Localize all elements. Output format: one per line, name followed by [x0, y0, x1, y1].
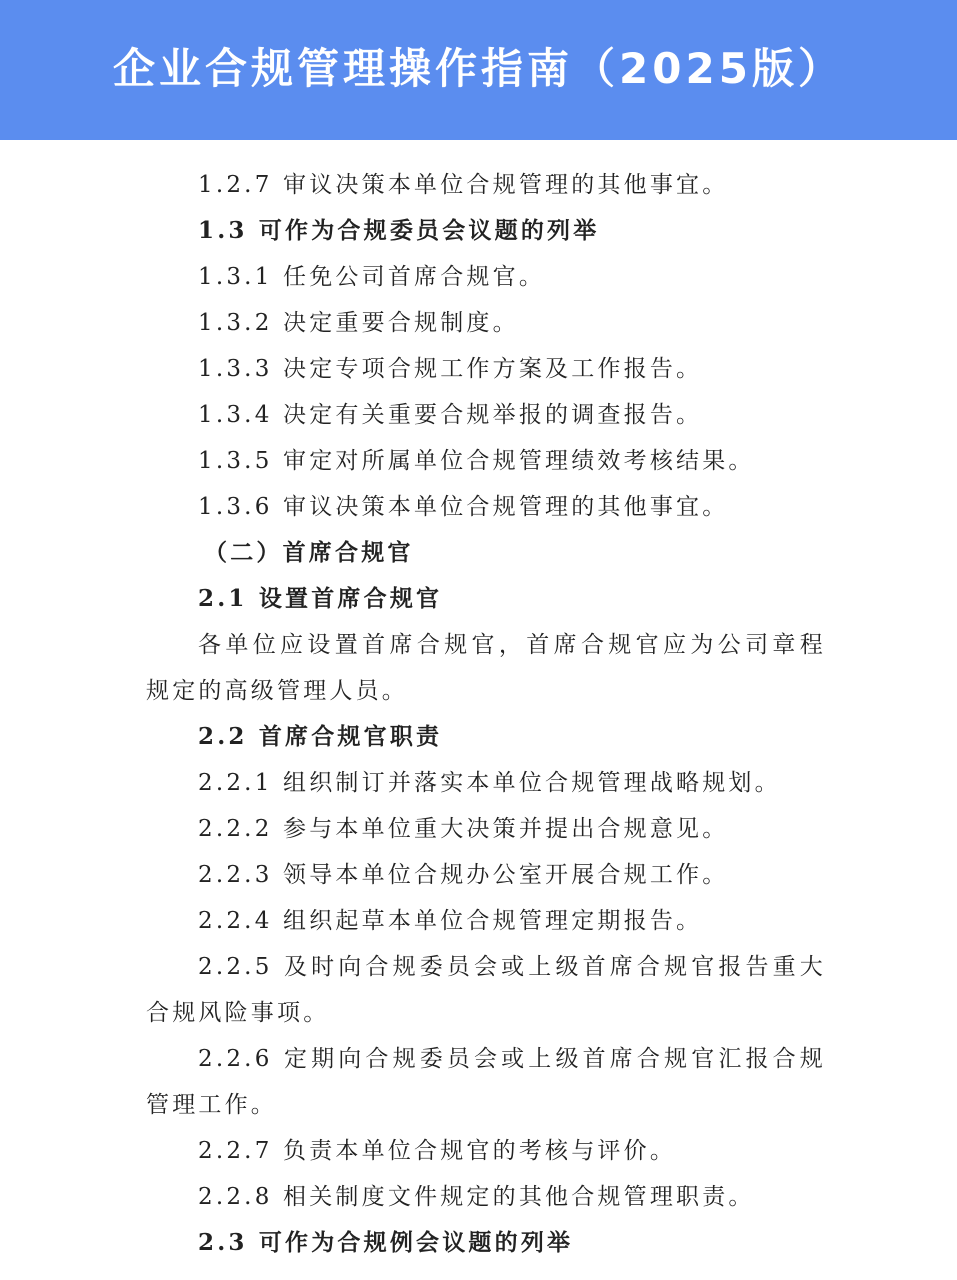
- section-2-title: （二）首席合规官: [204, 539, 414, 566]
- item-1-3-5: 1.3.5 审定对所属单位合规管理绩效考核结果。: [198, 448, 755, 474]
- item-2-2-5: 2.2.5 及时向合规委员会或上级首席合规官报告重大合规风险事项。: [146, 954, 826, 1026]
- heading-1-3: 1.3 可作为合规委员会议题的列举: [198, 217, 600, 244]
- heading-2-2: 2.2 首席合规官职责: [198, 723, 443, 750]
- item-1-2-7: 1.2.7 审议决策本单位合规管理的其他事宜。: [198, 172, 729, 198]
- item-2-2-1: 2.2.1 组织制订并落实本单位合规管理战略规划。: [198, 770, 781, 796]
- item-2-2-6: 2.2.6 定期向合规委员会或上级首席合规官汇报合规管理工作。: [146, 1046, 826, 1118]
- item-1-3-2: 1.3.2 决定重要合规制度。: [198, 310, 519, 336]
- document-title: 企业合规管理操作指南（2025版）: [113, 44, 844, 93]
- item-2-2-2: 2.2.2 参与本单位重大决策并提出合规意见。: [198, 816, 729, 842]
- heading-2-3: 2.3 可作为合规例会议题的列举: [198, 1229, 574, 1256]
- item-2-2-4: 2.2.4 组织起草本单位合规管理定期报告。: [198, 908, 703, 934]
- item-2-2-7: 2.2.7 负责本单位合规官的考核与评价。: [198, 1138, 677, 1164]
- paragraph-2-1: 各单位应设置首席合规官，首席合规官应为公司章程规定的高级管理人员。: [146, 632, 826, 704]
- item-1-3-3: 1.3.3 决定专项合规工作方案及工作报告。: [198, 356, 703, 382]
- item-1-3-6: 1.3.6 审议决策本单位合规管理的其他事宜。: [198, 494, 729, 520]
- heading-2-1: 2.1 设置首席合规官: [198, 585, 443, 612]
- item-2-2-8: 2.2.8 相关制度文件规定的其他合规管理职责。: [198, 1184, 755, 1210]
- header-banner: [0, 0, 957, 140]
- item-1-3-1: 1.3.1 任免公司首席合规官。: [198, 264, 546, 290]
- item-1-3-4: 1.3.4 决定有关重要合规举报的调查报告。: [198, 402, 703, 428]
- item-2-2-3: 2.2.3 领导本单位合规办公室开展合规工作。: [198, 862, 729, 888]
- document-body: [146, 162, 826, 1266]
